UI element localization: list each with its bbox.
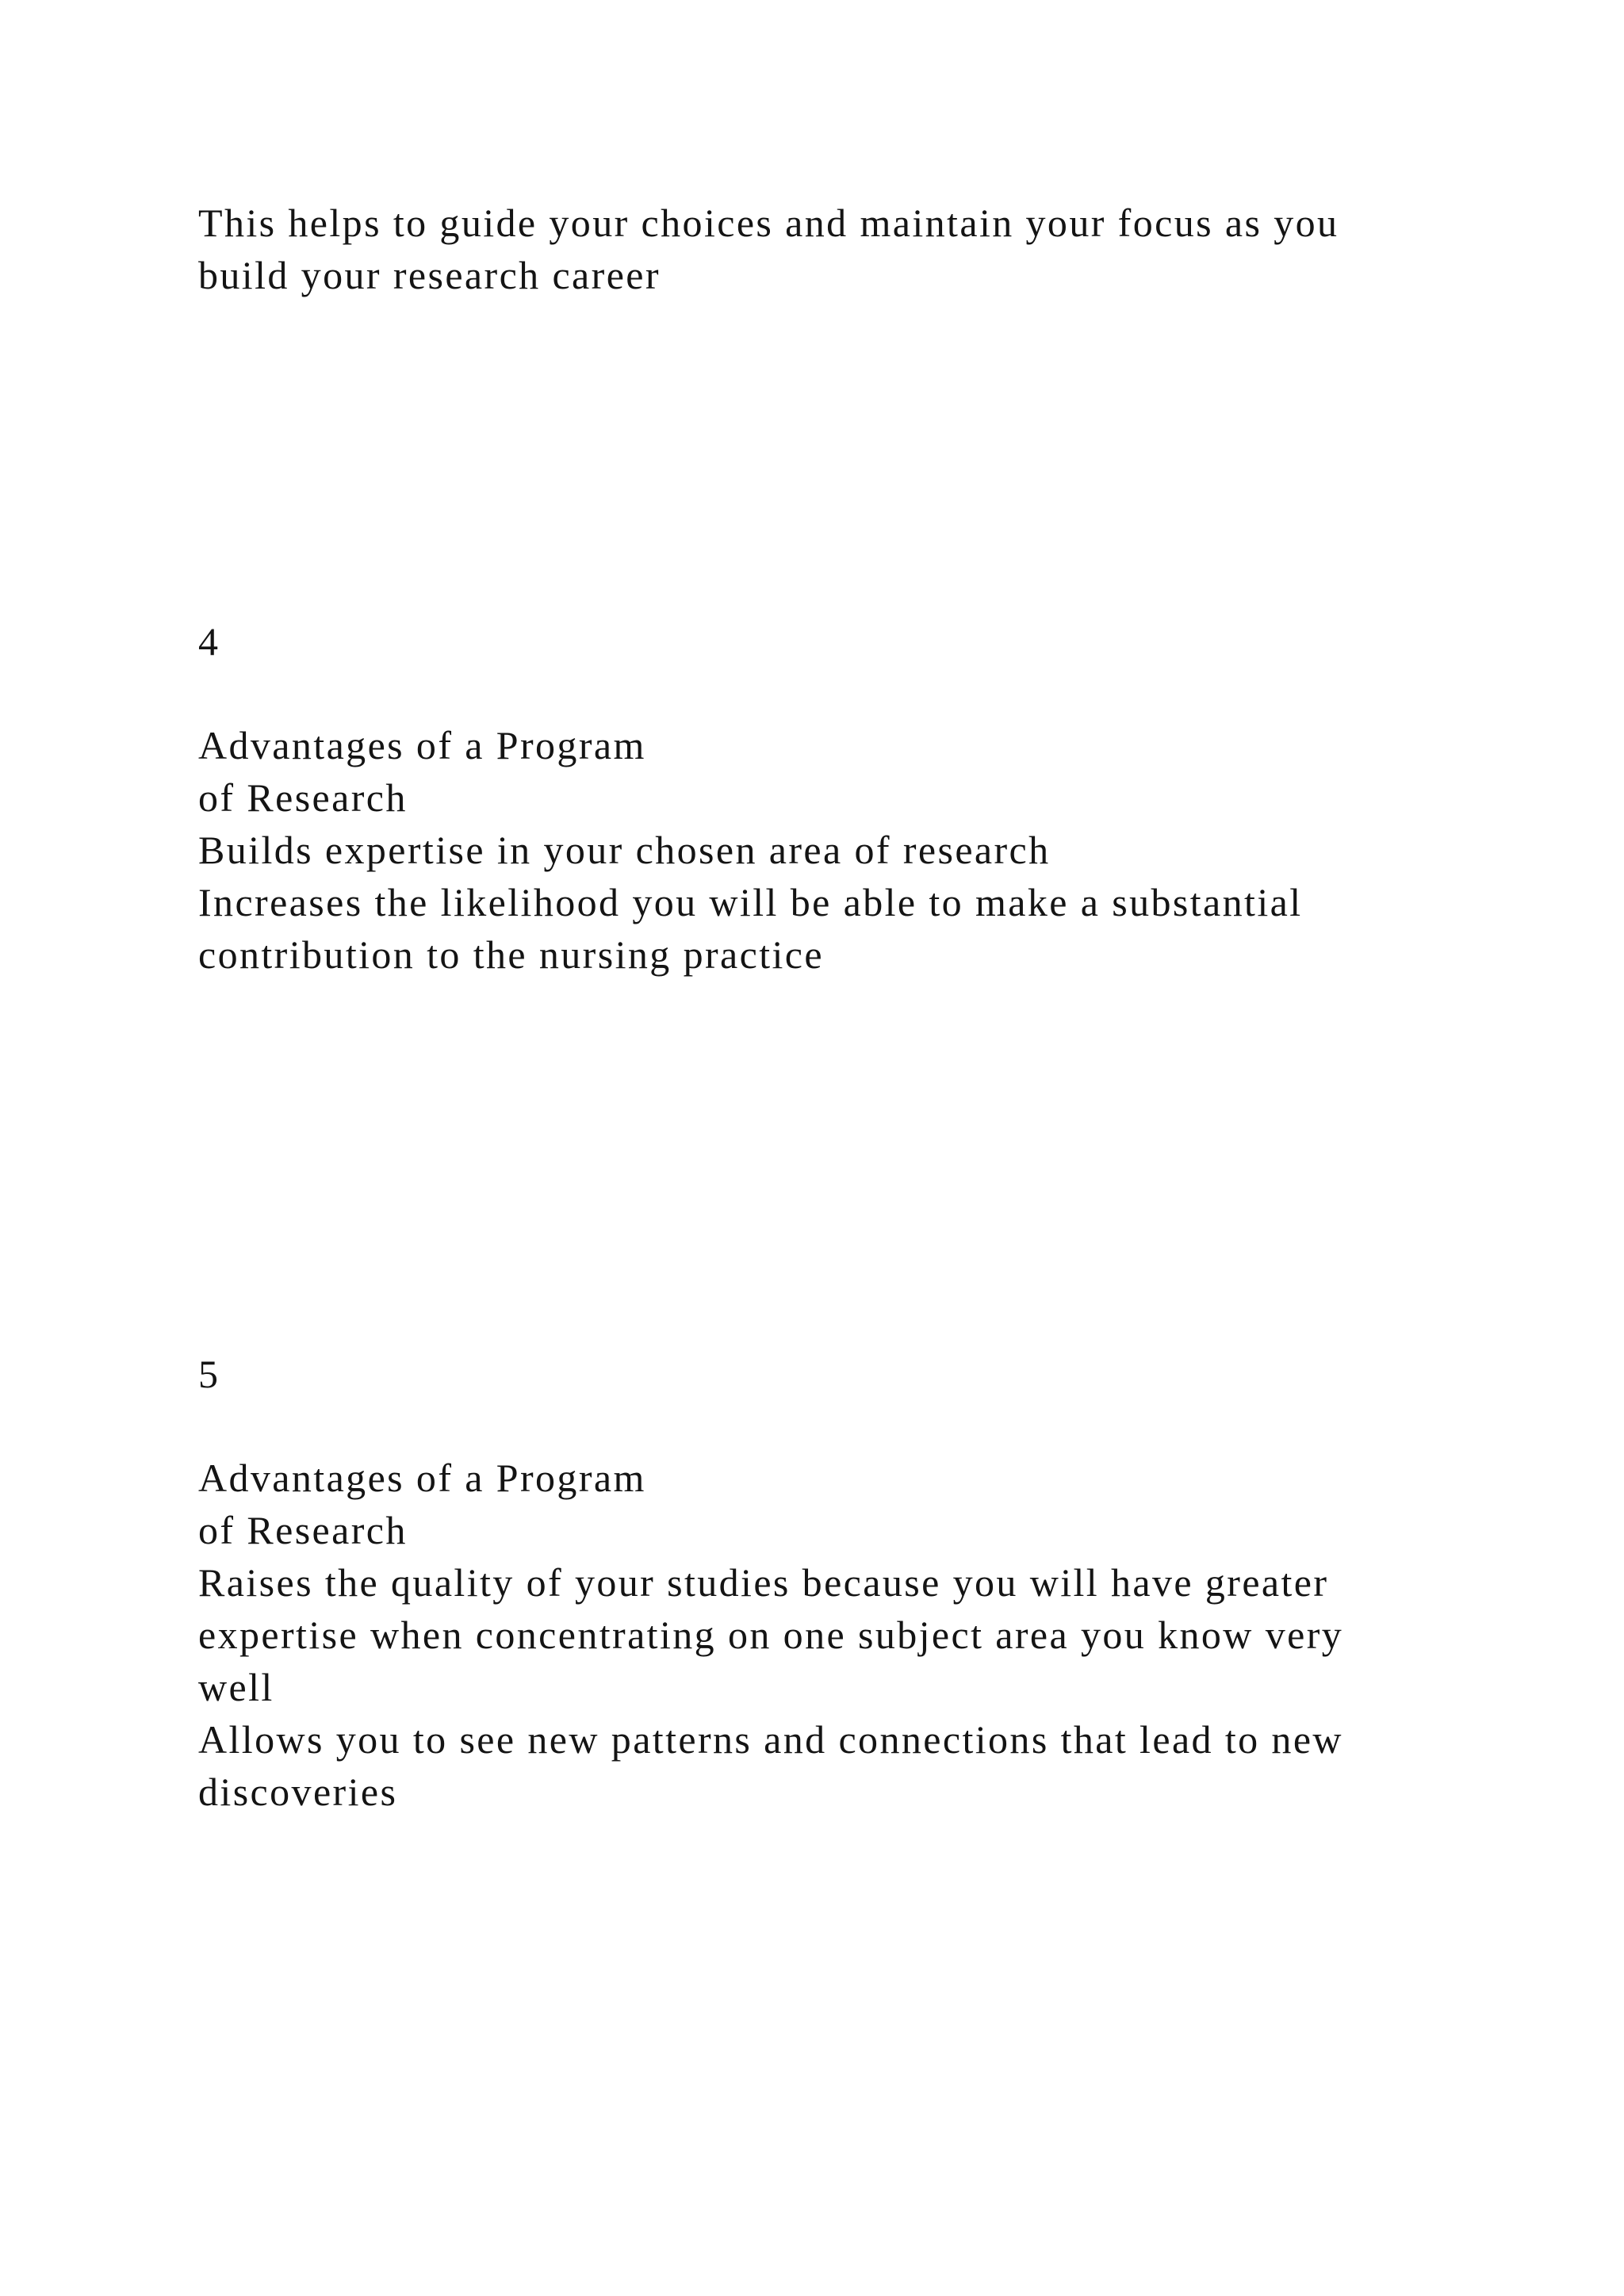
intro-line: This helps to guide your choices and maintain your focus as you [198,201,1339,245]
slide-title-line: of Research [198,1508,408,1552]
slide-body-line: Increases the likelihood you will be able to make a substantial [198,880,1303,924]
slide-body-line: well [198,1665,274,1709]
slide-number: 5 [198,1352,220,1396]
intro-line: build your research career [198,253,661,297]
slide-body-line: Raises the quality of your studies because you will have greater [198,1560,1329,1605]
slide-title-line: of Research [198,775,408,820]
slide-body-line: Allows you to see new patterns and connections that lead to new [198,1717,1343,1762]
slide-body-line: contribution to the nursing practice [198,932,824,977]
slide-body-line: expertise when concentrating on one subject area you know very [198,1613,1344,1657]
slide-title-line: Advantages of a Program [198,723,646,767]
slide-title-line: Advantages of a Program [198,1456,646,1500]
slide-body-line: Builds expertise in your chosen area of research [198,828,1051,872]
slide-body-line: discoveries [198,1770,398,1814]
slide-number: 4 [198,619,220,664]
